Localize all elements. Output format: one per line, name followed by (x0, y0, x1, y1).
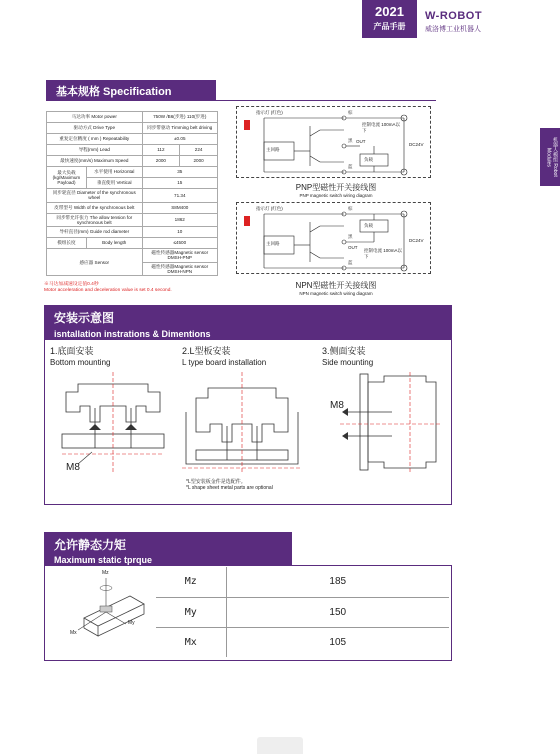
spec-value: 71.34 (142, 189, 217, 203)
spec-label: 导杆直径(mm) Guide rod diameter (47, 227, 143, 238)
spec-value: ≤4500 (142, 238, 217, 249)
spec-note-en: Motor acceleration and deceleration value is set 0.4 second. (44, 288, 172, 294)
spec-label: 驱动方式 Drive Type (47, 123, 143, 134)
year-text: 2021 (375, 4, 404, 19)
spec-value: 同步带驱动 Timming belt driving (142, 123, 217, 134)
pnp-black: 黑 (348, 138, 353, 143)
moment-axes-drawing (60, 572, 150, 658)
spec-sublabel: Body length (86, 238, 142, 249)
bottom-mount-m8: M8 (66, 462, 80, 473)
side-tab-text: 机器人模组 Robot Modules (545, 137, 558, 177)
table-row (47, 134, 218, 145)
pnp-load: 负载 (364, 157, 373, 162)
npn-current-note: 控制电流 100mA以下 (364, 248, 403, 259)
pnp-voltage: DC24V (409, 142, 424, 147)
npn-caption-cn: NPN型磁性开关接线图 (295, 281, 377, 290)
spec-value: ±0.05 (142, 134, 217, 145)
spec-value: 磁性传感器Magnetic sensor DMSH-NPN (142, 262, 217, 276)
table-row (47, 112, 218, 123)
spec-label: 感应器 Sensor (47, 249, 143, 276)
install-heading (44, 305, 452, 339)
spec-label: 重复定位精度 ( mm ) Repeatability (47, 134, 143, 145)
l-mount-title: 2.L型板安装 (182, 346, 231, 356)
catalog-text: 产品手册 (373, 22, 406, 31)
static-title-en: Maximum static tprque (54, 555, 153, 565)
torque-key: Mx (156, 627, 226, 657)
side-tab (540, 128, 560, 186)
axis-my-label: My (128, 620, 135, 626)
npn-main-circuit: 主回路 (266, 241, 280, 246)
spec-heading: 基本规格 Specification (46, 80, 216, 100)
axis-mz-label: Mz (102, 570, 109, 576)
torque-table (156, 567, 449, 657)
npn-indicator: 指示灯 (红色) (256, 206, 283, 211)
spec-value: 112 (142, 145, 180, 156)
spec-rule (46, 100, 436, 101)
table-row (47, 156, 218, 167)
l-mount-note-cn: *L型安装板金件是选配件。 (186, 479, 246, 485)
pnp-caption-en: PNP magnetic switch wiring diagram (299, 193, 373, 198)
l-mount-drawing (182, 372, 302, 474)
spec-note-cn: ※马达加减速设定值0.4秒 (44, 282, 99, 287)
year-badge (362, 0, 417, 38)
spec-label: 模组长度 (47, 238, 87, 249)
table-row (47, 167, 218, 178)
brand-logo (425, 10, 535, 40)
torque-value: 185 (226, 567, 449, 597)
side-mount-subtitle: Side mounting (322, 358, 374, 367)
spec-value: 750W /B6(步进) 110(步进) (142, 112, 217, 123)
pnp-brown: 棕 (348, 110, 353, 115)
spec-table (46, 111, 218, 276)
pnp-blue: 蓝 (348, 164, 353, 169)
table-row (47, 249, 218, 263)
pnp-main-circuit: 主回路 (266, 147, 280, 152)
side-mount-title: 3.侧面安装 (322, 346, 366, 356)
pnp-out: OUT (356, 139, 366, 144)
spec-value: 2000 (142, 156, 180, 167)
install-title-en: isntallation instrations & Dimentions (54, 329, 211, 339)
torque-key: Mz (156, 567, 226, 597)
spec-note (44, 282, 172, 294)
pnp-wiring-diagram (236, 106, 436, 202)
spec-label: 最快速度(mm/s) Maximum Speed (47, 156, 143, 167)
spec-label: 皮带型号 Width of the synchronous belt (47, 202, 143, 213)
brand-name-cn: 威洛博工业机器人 (425, 26, 481, 33)
npn-voltage: DC24V (409, 238, 424, 243)
spec-label: 同步轮直径 Diameter of the synchronous wheel (47, 189, 143, 203)
pnp-caption-cn: PNP型磁性开关接线图 (295, 183, 377, 192)
pnp-circuit-lines (236, 106, 436, 184)
table-row (47, 189, 218, 203)
spec-value: 15 (142, 178, 217, 189)
table-row (156, 627, 449, 657)
spec-sublabel: 水平使用 Horizontal (86, 167, 142, 178)
bottom-mount-title-block (50, 344, 180, 367)
l-mount-title-block (182, 344, 312, 367)
npn-brown: 棕 (348, 206, 353, 211)
table-row (47, 213, 218, 227)
torque-value: 150 (226, 597, 449, 627)
spec-label: 马达功率 Motor power (47, 112, 143, 123)
bottom-mount-subtitle: Bottom mounting (50, 358, 111, 367)
static-heading (44, 532, 292, 565)
spec-value: 磁性传感器Magnetic sensor DMSH-PNP (142, 249, 217, 263)
spec-label: 最大负载 (kg/Maximum Payload) (47, 167, 87, 189)
table-row (47, 123, 218, 134)
torque-key: My (156, 597, 226, 627)
spec-sublabel: 垂直使用 Vertical (86, 178, 142, 189)
page-number-tab (257, 737, 303, 754)
axis-mx-label: Mx (70, 630, 77, 636)
brand-name: W-ROBOT (425, 10, 483, 22)
spec-value: S8M400 (142, 202, 217, 213)
spec-value: 2000 (180, 156, 218, 167)
side-mount-title-block (322, 344, 448, 367)
table-row (47, 202, 218, 213)
pnp-indicator: 指示灯 (红色) (256, 110, 283, 115)
npn-wiring-diagram (236, 202, 436, 300)
install-title-cn: 安装示意图 (54, 311, 115, 325)
side-mount-m8: M8 (330, 400, 344, 411)
table-row (156, 597, 449, 627)
spec-value: 1862 (142, 213, 217, 227)
spec-label: 导程(mm) Lead (47, 145, 143, 156)
pnp-current-note: 控制电流 100mA以下 (362, 122, 401, 133)
spec-value: 35 (142, 167, 217, 178)
npn-out: OUT (348, 245, 358, 250)
table-row (47, 227, 218, 238)
spec-label: 同步带允许张力 The allow tension for synchronous belt (47, 213, 143, 227)
npn-caption-en: NPN magnetic switch wiring diagram (299, 291, 373, 296)
table-row (47, 238, 218, 249)
l-mount-note (186, 478, 273, 491)
table-row (156, 567, 449, 597)
npn-blue: 蓝 (348, 260, 353, 265)
npn-load: 负载 (364, 223, 373, 228)
bottom-mount-title: 1.底面安装 (50, 346, 94, 356)
l-mount-note-en: *L shape sheet metal parts are optional (186, 485, 273, 491)
side-mount-drawing (340, 372, 440, 472)
torque-value: 105 (329, 636, 347, 648)
l-mount-subtitle: L type board installation (182, 358, 267, 367)
bottom-mount-drawing (58, 372, 168, 474)
static-title-cn: 允许静态力矩 (54, 538, 127, 552)
npn-black: 黑 (348, 234, 353, 239)
spec-value: 224 (180, 145, 218, 156)
spec-value: 10 (142, 227, 217, 238)
table-row (47, 145, 218, 156)
